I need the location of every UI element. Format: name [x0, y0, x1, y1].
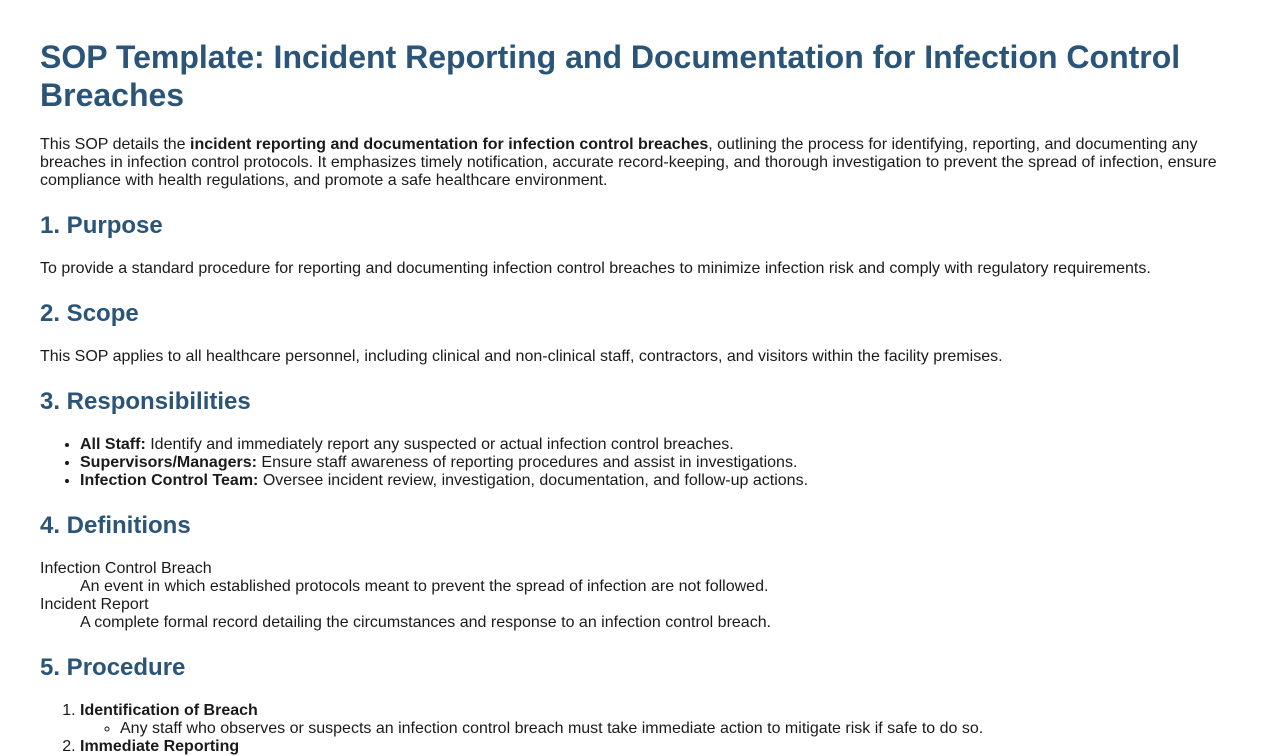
definitions-list [40, 560, 1223, 632]
responsibility-role: Supervisors/Managers: [80, 454, 257, 471]
purpose-heading: 1. Purpose [40, 212, 163, 239]
responsibility-item [80, 436, 1223, 454]
responsibility-role: All Staff: [80, 436, 146, 453]
responsibility-text: Oversee incident review, investigation, documentation, and follow-up actions. [258, 472, 809, 489]
procedure-steps [40, 702, 1223, 756]
responsibilities-list [40, 436, 1223, 490]
document-title: SOP Template: Incident Reporting and Documentation for Infection Control Breaches [40, 39, 1181, 113]
responsibility-item [80, 454, 1223, 472]
procedure-step [80, 702, 1223, 738]
definitions-heading: 4. Definitions [40, 512, 191, 539]
responsibility-item [80, 472, 1223, 490]
definition-term: Incident Report [40, 596, 149, 613]
intro-prefix: This SOP details the [40, 136, 190, 153]
definition-description: An event in which established protocols meant to prevent the spread of infection are not followed. [80, 578, 769, 595]
procedure-substep: ◦ Any staff who observes or suspects an infection control breach must take immediate action to mitigate risk if safe to do so. [120, 720, 1223, 738]
definition-term: Infection Control Breach [40, 560, 212, 577]
procedure-step-title: Immediate Reporting [80, 738, 240, 755]
intro-paragraph [40, 136, 1223, 190]
procedure-heading: 5. Procedure [40, 654, 186, 681]
responsibility-text: Ensure staff awareness of reporting procedures and assist in investigations. [256, 454, 798, 471]
intro-bold: incident reporting and documentation for infection control breaches [190, 136, 709, 153]
intro-suffix: , outlining the process for identifying, reporting, and documenting any breaches in infection control protocols. It emphasizes timely notification, accurate record-keeping, and thorough investigation to prevent the spread of infection, ensure compliance with health regulations, and promote a safe healthcare environment. [40, 136, 1217, 189]
procedure-step-title: Identification of Breach [80, 702, 258, 719]
purpose-text: To provide a standard procedure for reporting and documenting infection control breaches to minimize infection risk and comply with regulatory requirements. [40, 260, 1151, 277]
responsibility-text: Identify and immediately report any suspected or actual infection control breaches. [145, 436, 734, 453]
definition-description: A complete formal record detailing the circumstances and response to an infection control breach. [80, 614, 772, 631]
responsibility-role: Infection Control Team: [80, 472, 259, 489]
procedure-step [80, 738, 1223, 756]
procedure-substeps [80, 720, 1223, 738]
scope-heading: 2. Scope [40, 300, 139, 327]
scope-text: This SOP applies to all healthcare personnel, including clinical and non-clinical staff, contractors, and visitors within the facility premises. [40, 348, 1003, 365]
responsibilities-heading: 3. Responsibilities [40, 388, 251, 415]
